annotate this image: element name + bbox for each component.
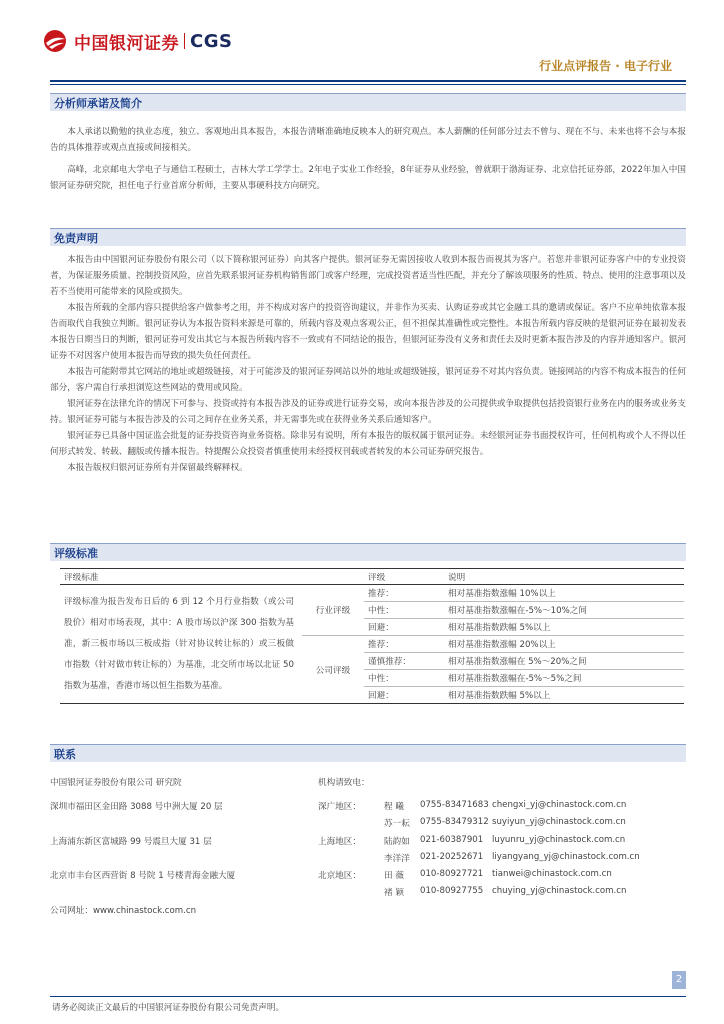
disclaimer-paragraph: 本报告由中国银河证券股份有限公司（以下简称银河证券）向其客户提供。银河证券无需因接收人收到本报告而视其为客户。若您并非银河证券客户中的专业投资者，为保证服务质量、控制投资风险，应首先联系银河证券机构销售部门或客户经理，完成投资者适当性匹配，并充分了解该项服务的性质、特点、使用的注意事项以及若不当使用可能带来的风险或损失。 xyxy=(50,255,686,297)
address-shanghai: 上海浦东新区富城路 99 号震旦大厦 31 层 xyxy=(50,837,212,847)
rating-desc: 相对基准指数涨幅在-5%～10%之间 xyxy=(444,602,684,619)
company-website[interactable]: 公司网址：www.chinastock.com.cn xyxy=(50,906,197,916)
disclaimer-paragraph: 银河证券已具备中国证监会批复的证券投资咨询业务资格。除非另有说明，所有本报告的版权属于银河证券。未经银河证券书面授权许可，任何机构或个人不得以任何形式转发、转载、翻版或传播本报告。特提醒公众投资者慎重使用未经授权刊载或者转发的本公司证券研究报告。 xyxy=(50,431,686,457)
disclaimer-paragraph: 本报告版权归银河证券所有并保留最终解释权。 xyxy=(67,463,248,473)
analyst-commitment: 本人承诺以勤勉的执业态度，独立、客观地出具本报告，本报告清晰准确地反映本人的研究观点。本人薪酬的任何部分过去不曾与、现在不与、未来也将不会与本报告的具体推荐或观点直接或间接相关。 xyxy=(50,127,686,153)
footer-disclaimer-note: 请务必阅读正文最后的中国银河证券股份有限公司免责声明。 xyxy=(52,1003,285,1013)
rating-value: 推荐： xyxy=(364,585,444,602)
contact-name: 程 曦 xyxy=(384,802,404,812)
table-row xyxy=(60,585,684,602)
region-label: 北京地区： xyxy=(318,871,361,881)
rating-desc: 相对基准指数跌幅 5%以上 xyxy=(444,687,684,704)
column-header-standard: 评级标准 xyxy=(60,569,302,585)
section-heading-contact xyxy=(50,744,686,762)
header-divider xyxy=(50,80,686,82)
footer-divider xyxy=(50,996,686,997)
address-beijing: 北京市丰台区西营街 8 号院 1 号楼青海金融大厦 xyxy=(50,871,236,881)
report-type-label: 行业点评报告 · 电子行业 xyxy=(539,59,672,73)
contact-email[interactable]: chengxi_yj@chinastock.com.cn xyxy=(492,800,627,810)
contact-name: 李洋洋 xyxy=(384,854,410,864)
section-title: 联系 xyxy=(54,748,76,761)
region-label: 上海地区： xyxy=(318,837,361,847)
contact-name: 田 薇 xyxy=(384,871,404,881)
contact-name: 褚 颖 xyxy=(384,888,404,898)
contact-email[interactable]: tianwei@chinastock.com.cn xyxy=(492,869,612,879)
section-title: 免责声明 xyxy=(54,232,98,245)
table-header-row xyxy=(60,569,684,585)
rating-value: 谨慎推荐： xyxy=(364,653,444,670)
contact-phone[interactable]: 021-20252671 xyxy=(420,852,484,862)
company-name: 中国银河证券股份有限公司 研究院 xyxy=(50,778,182,788)
page-number: 2 xyxy=(672,971,686,989)
rating-desc: 相对基准指数涨幅 10%以上 xyxy=(444,585,684,602)
logo-text-cn: 中国银河证券 xyxy=(74,33,179,54)
disclaimer-paragraph: 本报告可能附带其它网站的地址或超级链接，对于可能涉及的银河证券网站以外的地址或超级链接，银河证券不对其内容负责。链接网站的内容不构成本报告的任何部分，客户需自行承担浏览这些网站的费用或风险。 xyxy=(50,367,686,393)
section-heading-rating xyxy=(50,543,686,561)
header-divider-thin xyxy=(50,84,686,85)
contact-phone[interactable]: 0755-83479312 xyxy=(420,817,489,827)
contact-phone[interactable]: 010-80927755 xyxy=(420,886,484,896)
column-header-rating: 评级 xyxy=(364,569,444,585)
rating-value: 中性： xyxy=(364,670,444,687)
analyst-bio: 高峰，北京邮电大学电子与通信工程硕士，吉林大学工学学士。2年电子实业工作经验，8年证券从业经验，曾就职于渤海证券、北京信托证券部，2022年加入中国银河证券研究院，担任电子行业首席分析师，主要从事硬科技方向研究。 xyxy=(50,165,686,191)
rating-value: 推荐： xyxy=(364,636,444,653)
company-logo xyxy=(42,26,232,56)
contact-phone[interactable]: 0755-83471683 xyxy=(420,800,489,810)
logo-divider xyxy=(184,33,185,49)
contact-email[interactable]: liyangyang_yj@chinastock.com.cn xyxy=(492,852,640,862)
galaxy-logo-icon xyxy=(42,28,68,54)
rating-standard-text: 评级标准为报告发布日后的 6 到 12 个月行业指数（或公司股价）相对市场表现，其中：A 股市场以沪深 300 指数为基准，新三板市场以三板成指（针对协议转让标的）或三板做市指数（针对做市转让标的）为基准，北交所市场以北证 50 指数为基准，香港市场以恒生指数为基准。 xyxy=(60,585,302,704)
rating-desc: 相对基准指数涨幅 20%以上 xyxy=(444,636,684,653)
region-label: 深广地区： xyxy=(318,802,361,812)
group-company-rating: 公司评级 xyxy=(302,636,364,704)
contact-phone[interactable]: 021-60387901 xyxy=(420,835,484,845)
analyst-section-body xyxy=(50,124,686,194)
rating-desc: 相对基准指数跌幅 5%以上 xyxy=(444,619,684,636)
address-shenzhen: 深圳市福田区金田路 3088 号中洲大厦 20 层 xyxy=(50,802,223,812)
disclaimer-body xyxy=(50,252,686,476)
disclaimer-paragraph: 本报告所载的全部内容只提供给客户做参考之用，并不构成对客户的投资咨询建议，并非作为买卖、认购证券或其它金融工具的邀请或保证。客户不应单纯依靠本报告而取代自我独立判断。银河证券认为本报告资料来源是可靠的，所载内容及观点客观公正，但不担保其准确性或完整性。本报告所载内容反映的是银河证券在最初发表本报告日期当日的判断，银河证券可发出其它与本报告所载内容不一致或有不同结论的报告，但银河证券没有义务和责任去及时更新本报告涉及的内容并通知客户。银河证券不对因客户使用本报告而导致的损失负任何责任。 xyxy=(50,303,686,361)
rating-desc: 相对基准指数涨幅在 5%～20%之间 xyxy=(444,653,684,670)
contact-phone[interactable]: 010-80927721 xyxy=(420,869,484,879)
section-title: 分析师承诺及简介 xyxy=(54,97,142,110)
contact-name: 苏一耘 xyxy=(384,819,410,829)
section-heading-disclaimer xyxy=(50,228,686,246)
section-title: 评级标准 xyxy=(54,547,98,560)
group-industry-rating: 行业评级 xyxy=(302,585,364,636)
rating-value: 回避： xyxy=(364,619,444,636)
contact-email[interactable]: suyiyun_yj@chinastock.com.cn xyxy=(492,817,626,827)
section-heading-analyst xyxy=(50,93,686,111)
rating-value: 中性： xyxy=(364,602,444,619)
rating-value: 回避： xyxy=(364,687,444,704)
sales-label: 机构请致电： xyxy=(318,778,370,788)
contact-name: 陆韵如 xyxy=(384,837,410,847)
disclaimer-paragraph: 银河证券在法律允许的情况下可参与、投资或持有本报告涉及的证券或进行证券交易，或向本报告涉及的公司提供或争取提供包括投资银行业务在内的服务或业务支持。银河证券可能与本报告涉及的公司之间存在业务关系，并无需事先或在获得业务关系后通知客户。 xyxy=(50,399,686,425)
column-header-desc: 说明 xyxy=(444,569,684,585)
logo-text-en: CGS xyxy=(190,30,233,52)
contact-email[interactable]: chuying_yj@chinastock.com.cn xyxy=(492,886,627,896)
rating-standard-table xyxy=(60,568,684,704)
rating-desc: 相对基准指数涨幅在-5%～5%之间 xyxy=(444,670,684,687)
contact-email[interactable]: luyunru_yj@chinastock.com.cn xyxy=(492,835,626,845)
